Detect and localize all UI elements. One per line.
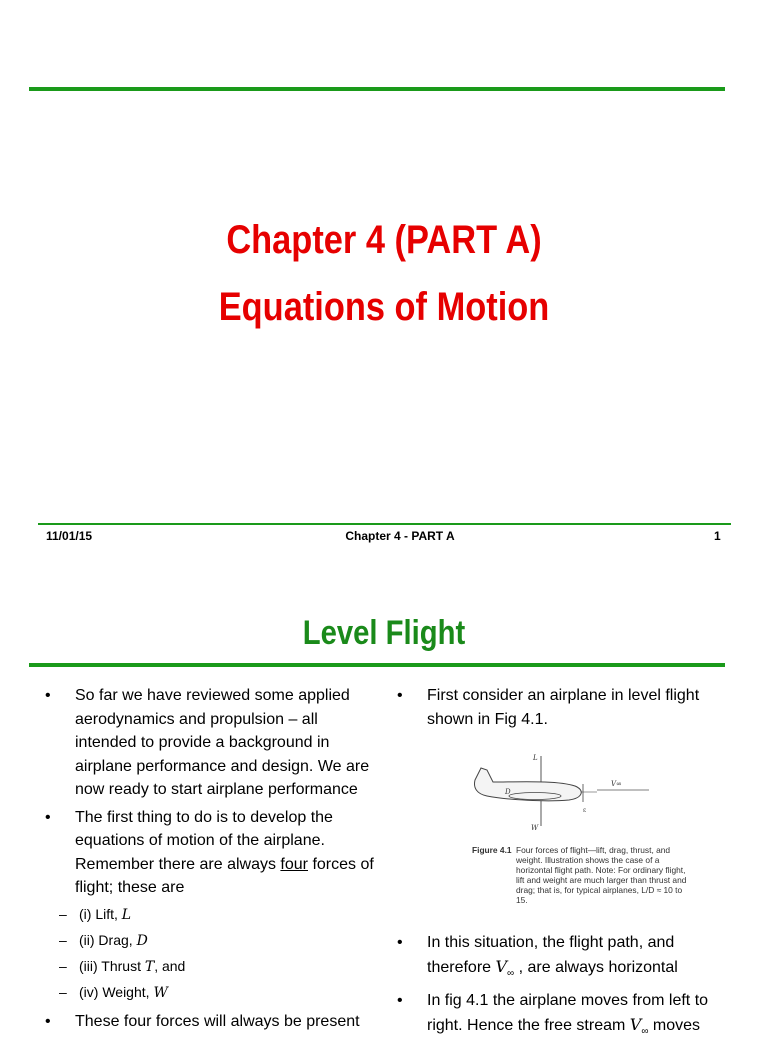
slide2-title-rule (29, 663, 725, 667)
bullet-dot: • (45, 687, 51, 704)
right-column-lower (397, 931, 727, 1043)
airplane-silhouette (475, 768, 582, 801)
sub-item-drag: – (ii) Drag, D (59, 931, 148, 949)
fig-label-D: D (505, 788, 511, 796)
left-bullet-2: • The first thing to do is to develop the equations of motion of the airplane. Remember there are always four forces of flight; these are (45, 806, 380, 900)
right-column (397, 684, 727, 731)
left-bullet-1: • So far we have reviewed some applied aerodynamics and propulsion – all intended to provide a background in airplane performance and design. We are now ready to start airplane performance (45, 684, 380, 802)
slide2-title: Level Flight (302, 614, 466, 652)
right-bullet-1: • First consider an airplane in level flight shown in Fig 4.1. (397, 684, 727, 731)
bullet-dot: • (45, 808, 51, 826)
sub-item-thrust: – (iii) Thrust T, and (59, 957, 186, 975)
caption-title: Figure 4.1 (472, 845, 512, 855)
bullet-dot: • (397, 687, 403, 704)
fig-label-W: W (531, 824, 539, 832)
footer-date: 11/01/15 (46, 529, 93, 543)
sub-item-weight: – (iv) Weight, W (59, 983, 168, 1001)
bullet-dot: • (397, 934, 403, 951)
slide1-title-line1: Chapter 4 (PART A) (226, 218, 542, 262)
slide1-footer-rule (38, 523, 731, 525)
left-bullet-3: • These four forces will always be present (45, 1010, 380, 1034)
caption-text: Four forces of flight—lift, drag, thrust, and weight. Illustration shows the case of a horizontal flight path. Note: For ordinary flight, lift and weight are much larger than thrust and drag; that is, for typical airplanes, L/D ≈ 10 to 15. (516, 845, 687, 905)
bullet-dot: • (45, 1012, 51, 1030)
bullet-dot: • (397, 992, 403, 1010)
left-column (45, 684, 380, 1033)
right-bullet-3: • In fig 4.1 the airplane moves from left to right. Hence the free stream $V_\infty$ moves (397, 989, 727, 1043)
right-bullet-2: • In this situation, the flight path, and therefore $V_\infty$ , are always horizontal (397, 931, 727, 985)
slide1-top-rule (29, 87, 725, 91)
footer-chapter: Chapter 4 - PART A (345, 529, 455, 543)
sub-item-lift: – (i) Lift, L (59, 905, 132, 923)
fig-label-V: V∞ (611, 780, 622, 788)
fig-label-epsilon: ε (583, 807, 587, 814)
slide1-title-line2: Equations of Motion (218, 285, 550, 329)
underlined-four: four (280, 855, 308, 873)
figure-caption (472, 845, 688, 905)
footer-page-number: 1 (714, 529, 721, 543)
fig-label-L: L (533, 754, 538, 762)
